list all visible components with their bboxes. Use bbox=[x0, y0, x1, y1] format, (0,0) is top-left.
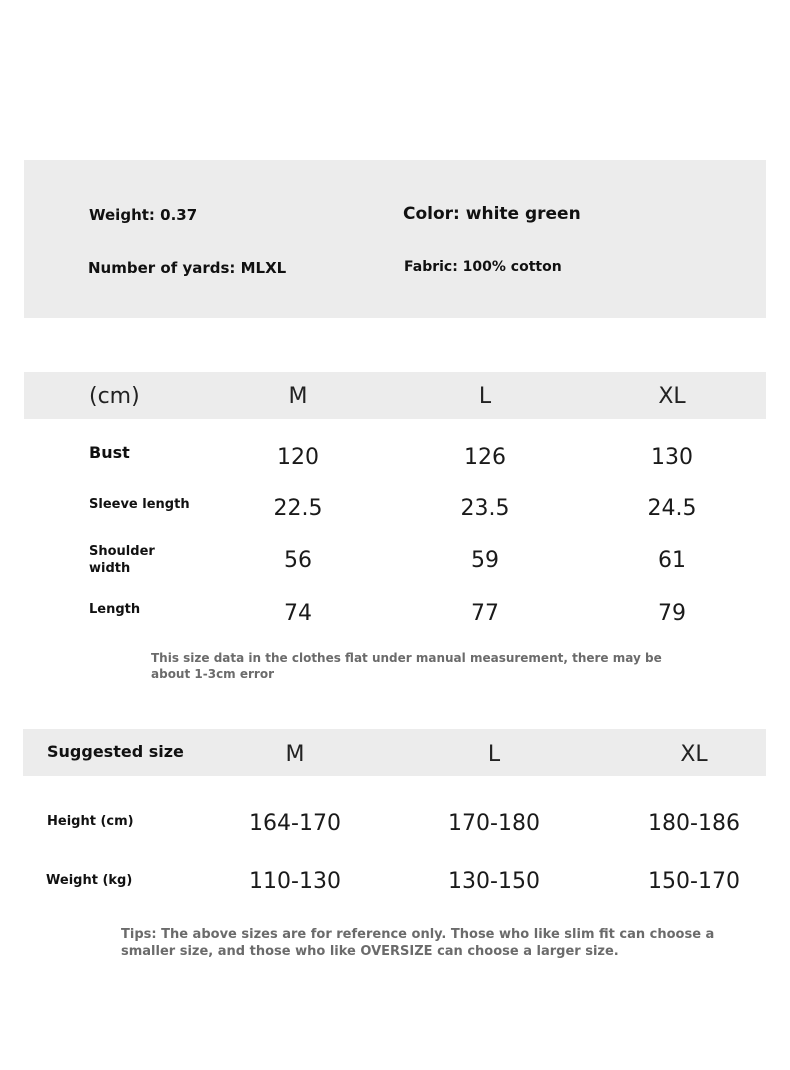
measurement-value: 23.5 bbox=[460, 496, 510, 521]
row-label-weight: Weight (kg) bbox=[46, 873, 133, 888]
measurement-size-header: L bbox=[478, 384, 492, 409]
size-tips bbox=[121, 926, 714, 960]
row-label-line: width bbox=[89, 561, 131, 576]
measurement-value: 79 bbox=[658, 601, 686, 626]
measurement-value: 61 bbox=[658, 548, 686, 573]
suggested-value: 170-180 bbox=[448, 811, 540, 836]
measurement-value: 130 bbox=[651, 445, 693, 470]
note-line: about 1-3cm error bbox=[151, 667, 274, 681]
fabric-info: Fabric: 100% cotton bbox=[404, 259, 562, 275]
color-info: Color: white green bbox=[403, 204, 581, 224]
measurement-size-header: XL bbox=[658, 384, 686, 409]
suggested-value: 164-170 bbox=[249, 811, 341, 836]
measurement-value: 59 bbox=[471, 548, 499, 573]
row-label-line: Shoulder bbox=[89, 544, 155, 559]
yards-info: Number of yards: MLXL bbox=[88, 259, 287, 277]
suggested-size-header: XL bbox=[680, 742, 708, 767]
measurement-note bbox=[151, 650, 662, 682]
suggested-value: 110-130 bbox=[249, 869, 341, 894]
measurement-value: 77 bbox=[471, 601, 499, 626]
row-label-sleeve-length: Sleeve length bbox=[89, 497, 190, 512]
measurement-value: 126 bbox=[464, 445, 506, 470]
measurement-value: 56 bbox=[284, 548, 312, 573]
weight-info: Weight: 0.37 bbox=[89, 206, 198, 224]
product-info-panel bbox=[24, 160, 766, 318]
tips-line: Tips: The above sizes are for reference only. Those who like slim fit can choose a bbox=[121, 927, 715, 942]
row-label-height: Height (cm) bbox=[47, 814, 134, 829]
row-label-shoulder-width bbox=[89, 543, 155, 577]
measurement-value: 74 bbox=[284, 601, 312, 626]
tips-line: smaller size, and those who like OVERSIZE can choose a larger size. bbox=[121, 944, 619, 959]
row-label-length: Length bbox=[89, 602, 141, 617]
note-line: This size data in the clothes flat under manual measurement, there may be bbox=[151, 651, 662, 665]
suggested-value: 150-170 bbox=[648, 869, 740, 894]
suggested-size-label: Suggested size bbox=[47, 742, 184, 761]
measurement-value: 22.5 bbox=[273, 496, 323, 521]
row-label-bust: Bust bbox=[89, 443, 130, 462]
suggested-value: 130-150 bbox=[448, 869, 540, 894]
suggested-size-header: M bbox=[285, 742, 305, 767]
measurement-value: 24.5 bbox=[647, 496, 697, 521]
measurement-value: 120 bbox=[277, 445, 319, 470]
unit-label: (cm) bbox=[89, 384, 140, 409]
measurement-size-header: M bbox=[288, 384, 308, 409]
suggested-size-header: L bbox=[487, 742, 501, 767]
suggested-value: 180-186 bbox=[648, 811, 740, 836]
